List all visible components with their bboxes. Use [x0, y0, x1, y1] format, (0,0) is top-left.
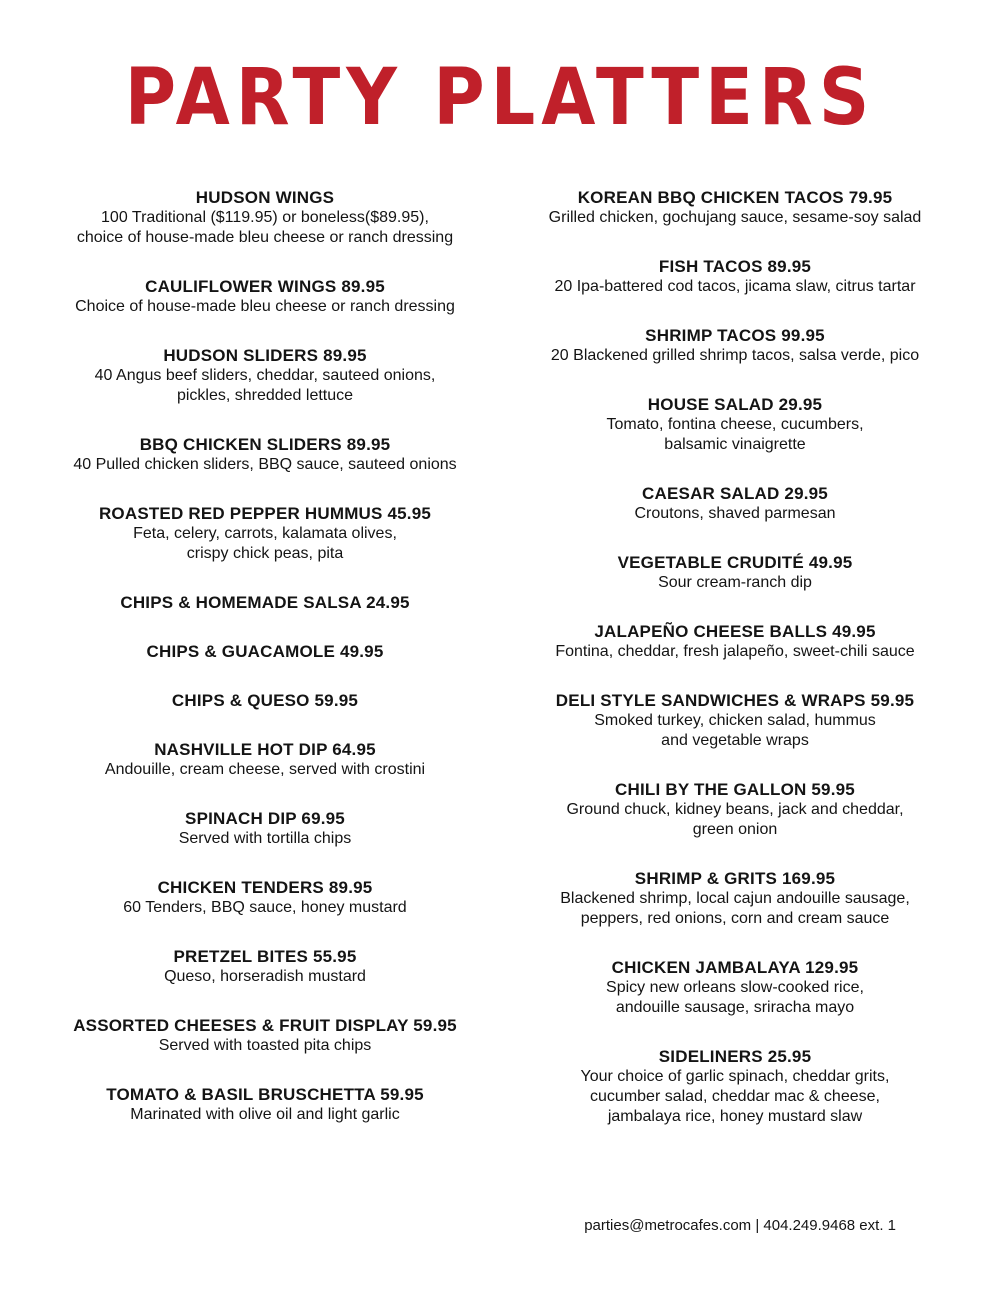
menu-item	[30, 504, 500, 564]
menu-item-description: Spicy new orleans slow-cooked rice,	[606, 979, 864, 996]
menu-item-description: Blackened shrimp, local cajun andouille sausage,	[560, 890, 910, 907]
menu-item	[30, 809, 500, 849]
menu-item-name: CHIPS & QUESO 59.95	[171, 691, 359, 710]
menu-item-description: balsamic vinaigrette	[664, 436, 806, 453]
menu-item-description: Fontina, cheddar, fresh jalapeño, sweet-chili sauce	[555, 643, 915, 660]
menu-item-name: VEGETABLE CRUDITÉ 49.95	[617, 553, 853, 572]
menu-item-description: Andouille, cream cheese, served with crostini	[104, 761, 426, 778]
menu-item-description: Croutons, shaved parmesan	[634, 505, 836, 522]
menu-column-left	[30, 188, 500, 1154]
menu-item	[30, 1085, 500, 1125]
menu-item	[500, 622, 970, 662]
menu-item	[30, 593, 500, 613]
menu-item-name: CHIPS & HOMEMADE SALSA 24.95	[120, 593, 410, 612]
menu-item-description: peppers, red onions, corn and cream sauce	[580, 910, 890, 927]
menu-item-description: 20 Blackened grilled shrimp tacos, salsa verde, pico	[550, 347, 920, 364]
menu-item-description: Sour cream-ranch dip	[658, 574, 812, 591]
menu-item	[500, 188, 970, 228]
menu-item-description: green onion	[692, 821, 778, 838]
menu-item-description: Your choice of garlic spinach, cheddar grits,	[580, 1068, 890, 1085]
menu-item-name: CHIPS & GUACAMOLE 49.95	[146, 642, 384, 661]
menu-item-name: TOMATO & BASIL BRUSCHETTA 59.95	[106, 1085, 424, 1104]
menu-item-description: crispy chick peas, pita	[186, 545, 344, 562]
menu-item	[30, 346, 500, 406]
menu-item	[500, 326, 970, 366]
menu-item	[500, 395, 970, 455]
menu-item-description: cucumber salad, cheddar mac & cheese,	[590, 1088, 880, 1105]
menu-column-right	[500, 188, 970, 1156]
menu-item-description: pickles, shredded lettuce	[176, 387, 354, 404]
menu-item	[30, 1016, 500, 1056]
menu-item-description: andouille sausage, sriracha mayo	[615, 999, 855, 1016]
menu-item-name: SIDELINERS 25.95	[658, 1047, 812, 1066]
menu-item	[500, 958, 970, 1018]
menu-item-description: Ground chuck, kidney beans, jack and cheddar,	[566, 801, 904, 818]
menu-item	[30, 277, 500, 317]
menu-item-description: Served with toasted pita chips	[158, 1037, 372, 1054]
menu-item	[30, 188, 500, 248]
menu-item-name: ASSORTED CHEESES & FRUIT DISPLAY 59.95	[73, 1016, 457, 1035]
menu-item-name: SPINACH DIP 69.95	[185, 809, 345, 828]
menu-item-name: ROASTED RED PEPPER HUMMUS 45.95	[98, 504, 432, 523]
menu-item	[500, 780, 970, 840]
menu-item-name: SHRIMP & GRITS 169.95	[634, 869, 836, 888]
menu-item-description: and vegetable wraps	[661, 732, 809, 749]
menu-item-name: DELI STYLE SANDWICHES & WRAPS 59.95	[555, 691, 915, 710]
menu-item-description: Queso, horseradish mustard	[164, 968, 366, 985]
menu-item-description: Marinated with olive oil and light garlic	[130, 1106, 400, 1123]
menu-item-name: CHICKEN JAMBALAYA 129.95	[611, 958, 859, 977]
menu-item	[500, 691, 970, 751]
menu-item-description: 60 Tenders, BBQ sauce, honey mustard	[123, 899, 407, 916]
menu-item-name: JALAPEÑO CHEESE BALLS 49.95	[594, 622, 876, 641]
menu-item	[500, 869, 970, 929]
menu-item-name: SHRIMP TACOS 99.95	[645, 326, 825, 345]
menu-item-name: FISH TACOS 89.95	[658, 257, 812, 276]
menu-item-description: Choice of house-made bleu cheese or ranch dressing	[75, 298, 455, 315]
contact-footer: parties@metrocafes.com | 404.249.9468 ext. 1	[584, 1217, 896, 1234]
menu-item-description: choice of house-made bleu cheese or ranch dressing	[76, 229, 454, 246]
menu-item	[30, 691, 500, 711]
menu-item	[30, 740, 500, 780]
page-title: PARTY PLATTERS	[124, 51, 876, 143]
menu-item-description: jambalaya rice, honey mustard slaw	[607, 1108, 863, 1125]
menu-item-name: CHICKEN TENDERS 89.95	[157, 878, 373, 897]
menu-item-name: NASHVILLE HOT DIP 64.95	[154, 740, 376, 759]
menu-item-name: CAESAR SALAD 29.95	[642, 484, 828, 503]
menu-item	[500, 257, 970, 297]
menu-item-description: 100 Traditional ($119.95) or boneless($89.95),	[101, 209, 429, 226]
menu-item	[30, 878, 500, 918]
menu-item-description: 40 Angus beef sliders, cheddar, sauteed onions,	[94, 367, 436, 384]
menu-item-name: KOREAN BBQ CHICKEN TACOS 79.95	[577, 188, 893, 207]
menu-item-name: CAULIFLOWER WINGS 89.95	[145, 277, 385, 296]
menu-item-description: Served with tortilla chips	[178, 830, 352, 847]
menu-item-name: HOUSE SALAD 29.95	[647, 395, 823, 414]
menu-item-description: Tomato, fontina cheese, cucumbers,	[606, 416, 864, 433]
menu-item	[30, 642, 500, 662]
menu-item-description: Smoked turkey, chicken salad, hummus	[594, 712, 876, 729]
menu-item-name: PRETZEL BITES 55.95	[173, 947, 357, 966]
menu-item-name: BBQ CHICKEN SLIDERS 89.95	[139, 435, 391, 454]
menu-item-name: HUDSON WINGS	[195, 188, 335, 207]
menu-item	[500, 484, 970, 524]
menu-item	[30, 435, 500, 475]
menu-item-name: CHILI BY THE GALLON 59.95	[615, 780, 855, 799]
menu-item-description: Grilled chicken, gochujang sauce, sesame-soy salad	[548, 209, 922, 226]
menu-item	[500, 553, 970, 593]
menu-item	[500, 1047, 970, 1127]
menu-item-name: HUDSON SLIDERS 89.95	[163, 346, 367, 365]
menu-item-description: Feta, celery, carrots, kalamata olives,	[133, 525, 397, 542]
menu-item-description: 20 Ipa-battered cod tacos, jicama slaw, citrus tartar	[554, 278, 916, 295]
menu-item-description: 40 Pulled chicken sliders, BBQ sauce, sauteed onions	[73, 456, 457, 473]
menu-item	[30, 947, 500, 987]
